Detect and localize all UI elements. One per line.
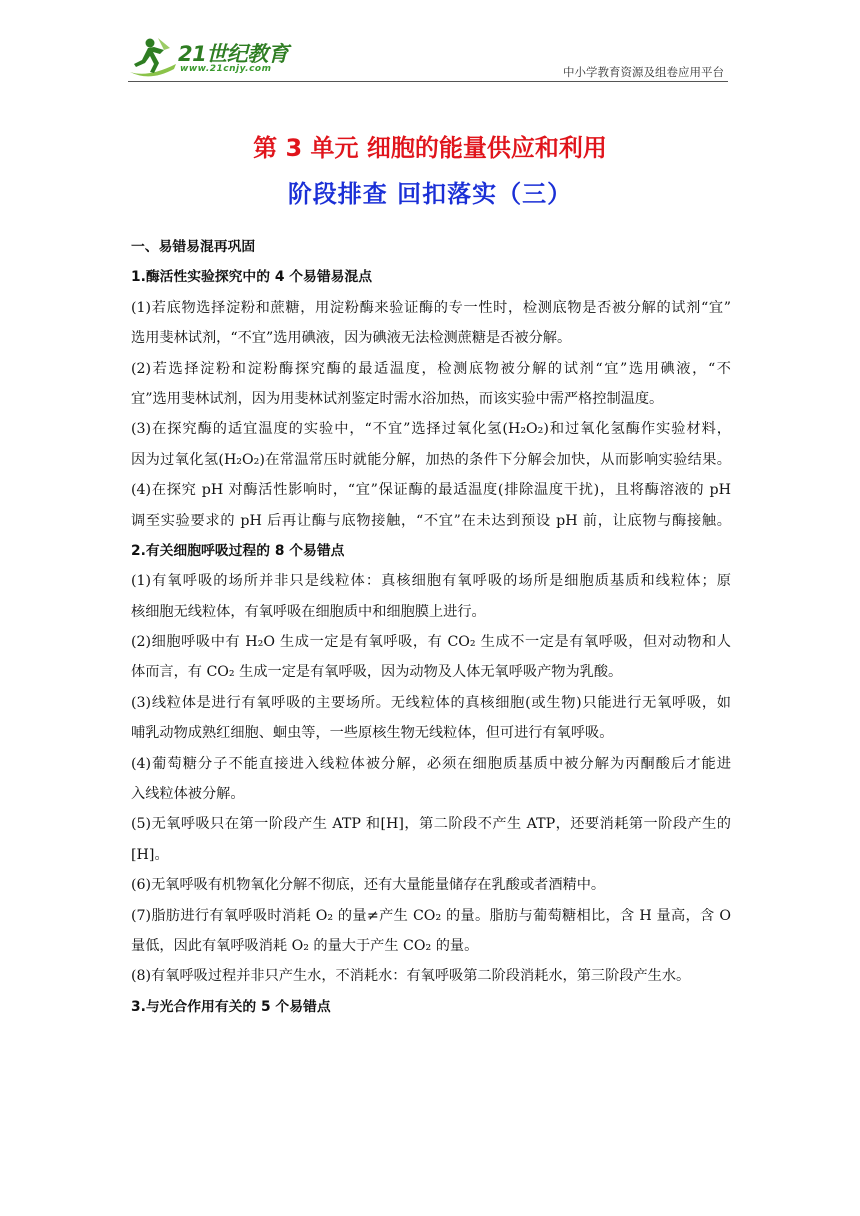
text-line: 核细胞无线粒体，有氧呼吸在细胞质中和细胞膜上进行。 [131, 603, 486, 620]
text-line: 哺乳动物成熟红细胞、蛔虫等，一些原核生物无线粒体，但可进行有氧呼吸。 [131, 725, 614, 742]
text-line: 体而言，有 CO₂ 生成一定是有氧呼吸，因为动物及人体无氧呼吸产物为乳酸。 [131, 664, 623, 681]
text-line: (5)无氧呼吸只在第一阶段产生 ATP 和[H]，第二阶段不产生 ATP，还要消耗第一阶段产生的 [131, 816, 731, 833]
section-heading: 3.与光合作用有关的 5 个易错点 [131, 998, 331, 1015]
text-line: 宜”选用斐林试剂，因为用斐林试剂鉴定时需水浴加热，而该实验中需严格控制温度。 [131, 390, 664, 407]
header-divider [128, 81, 728, 82]
text-line: (2)若选择淀粉和淀粉酶探究酶的最适温度，检测底物被分解的试剂“宜”选用碘液，“不 [131, 360, 731, 377]
text-line: 入线粒体被分解。 [131, 786, 245, 803]
text-line: [H]。 [131, 846, 169, 863]
text-line: (7)脂肪进行有氧呼吸时消耗 O₂ 的量≠产生 CO₂ 的量。脂肪与葡萄糖相比，含 H 量高，含 O [131, 907, 731, 924]
runner-logo-icon [128, 34, 180, 80]
text-line: (1)有氧呼吸的场所并非只是线粒体：真核细胞有氧呼吸的场所是细胞质基质和线粒体；原 [131, 573, 731, 590]
section-heading: 1.酶活性实验探究中的 4 个易错易混点 [131, 269, 372, 286]
text-line: (2)细胞呼吸中有 H₂O 生成一定是有氧呼吸，有 CO₂ 生成不一定是有氧呼吸，但对动物和人 [131, 634, 731, 651]
text-line: (3)线粒体是进行有氧呼吸的主要场所。无线粒体的真核细胞(或生物)只能进行无氧呼吸，如 [131, 694, 731, 711]
section-heading: 一、易错易混再巩固 [131, 239, 256, 255]
document-body [131, 232, 731, 1022]
site-logo [128, 34, 308, 80]
text-line: 量低，因此有氧呼吸消耗 O₂ 的量大于产生 CO₂ 的量。 [131, 937, 479, 954]
text-line: (1)若底物选择淀粉和蔗糖，用淀粉酶来验证酶的专一性时，检测底物是否被分解的试剂“宜” [131, 299, 731, 316]
section-heading: 2.有关细胞呼吸过程的 8 个易错点 [131, 542, 345, 559]
text-line: 调至实验要求的 pH 后再让酶与底物接触，“不宜”在未达到预设 pH 前，让底物与酶接触。 [131, 512, 731, 529]
platform-label: 中小学教育资源及组卷应用平台 [563, 65, 724, 79]
logo-text: 21世纪教育 [178, 42, 289, 66]
text-line: 因为过氧化氢(H₂O₂)在常温常压时就能分解，加热的条件下分解会加快，从而影响实验结果。 [131, 451, 731, 468]
text-line: (4)葡萄糖分子不能直接进入线粒体被分解，必须在细胞质基质中被分解为丙酮酸后才能进 [131, 755, 731, 772]
text-line: 选用斐林试剂，“不宜”选用碘液，因为碘液无法检测蔗糖是否被分解。 [131, 330, 572, 347]
logo-url: www.21cnjy.com [180, 64, 272, 74]
text-line: (8)有氧呼吸过程并非只产生水，不消耗水：有氧呼吸第二阶段消耗水，第三阶段产生水。 [131, 968, 691, 985]
text-line: (6)无氧呼吸有机物氧化分解不彻底，还有大量能量储存在乳酸或者酒精中。 [131, 877, 606, 894]
text-line: (4)在探究 pH 对酶活性影响时，“宜”保证酶的最适温度(排除温度干扰)，且将酶溶液的 pH [131, 482, 731, 499]
unit-title: 第 3 单元 细胞的能量供应和利用 [253, 134, 607, 162]
page-header [128, 34, 728, 82]
section-title: 阶段排查 回扣落实（三） [287, 180, 573, 208]
text-line: (3)在探究酶的适宜温度的实验中，“不宜”选择过氧化氢(H₂O₂)和过氧化氢酶作实验材料， [131, 421, 731, 438]
